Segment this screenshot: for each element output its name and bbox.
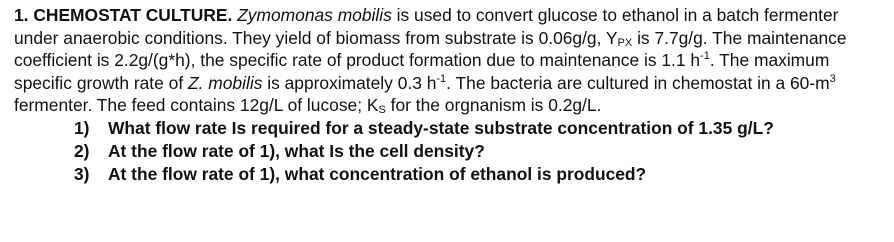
question-item bbox=[14, 117, 880, 140]
question-number: 3) bbox=[74, 163, 90, 184]
ks-subscript: S bbox=[378, 104, 386, 117]
paragraph-text-6: fermenter. The feed contains 12g/L of lucose; K bbox=[14, 95, 379, 116]
organism-name: Zymomonas mobilis bbox=[237, 5, 392, 25]
paragraph-text-7: for the orgnanism is 0.2g/L. bbox=[385, 95, 602, 116]
organism-short-name: Z. mobilis bbox=[187, 72, 263, 93]
problem-title: 1. CHEMOSTAT CULTURE. bbox=[14, 5, 233, 25]
paragraph-text-2: is 7.7g/g. The maintenance coefficient is 2.2g/(g*h), the specific rate of product formation due to maintenance is 1.1 h bbox=[14, 27, 847, 71]
problem-paragraph bbox=[14, 4, 880, 117]
unit-superscript-1: -1 bbox=[700, 50, 710, 63]
volume-superscript: 3 bbox=[829, 72, 836, 85]
unit-superscript-2: -1 bbox=[436, 72, 447, 85]
question-item bbox=[14, 140, 880, 163]
paragraph-text-4: is approximately 0.3 h bbox=[262, 72, 437, 93]
question-number: 2) bbox=[74, 140, 90, 161]
question-number: 1) bbox=[74, 117, 90, 138]
question-text: At the flow rate of 1), what concentration of ethanol is produced? bbox=[108, 163, 647, 184]
paragraph-text-3: . The maximum specific growth rate of bbox=[14, 50, 830, 93]
question-text: At the flow rate of 1), what Is the cell density? bbox=[108, 140, 485, 161]
paragraph-text-5: . The bacteria are cultured in chemostat in a 60-m bbox=[446, 72, 830, 93]
question-item bbox=[14, 163, 880, 186]
question-list bbox=[14, 117, 880, 186]
question-text: What flow rate Is required for a steady-state substrate concentration of 1.35 g/L? bbox=[108, 117, 774, 138]
paragraph-text-1: is used to convert glucose to ethanol in a batch fermenter under anaerobic conditions. They yield of biomass from substrate is 0.06g/g, Y bbox=[14, 5, 839, 48]
yield-subscript: PX bbox=[617, 36, 633, 49]
